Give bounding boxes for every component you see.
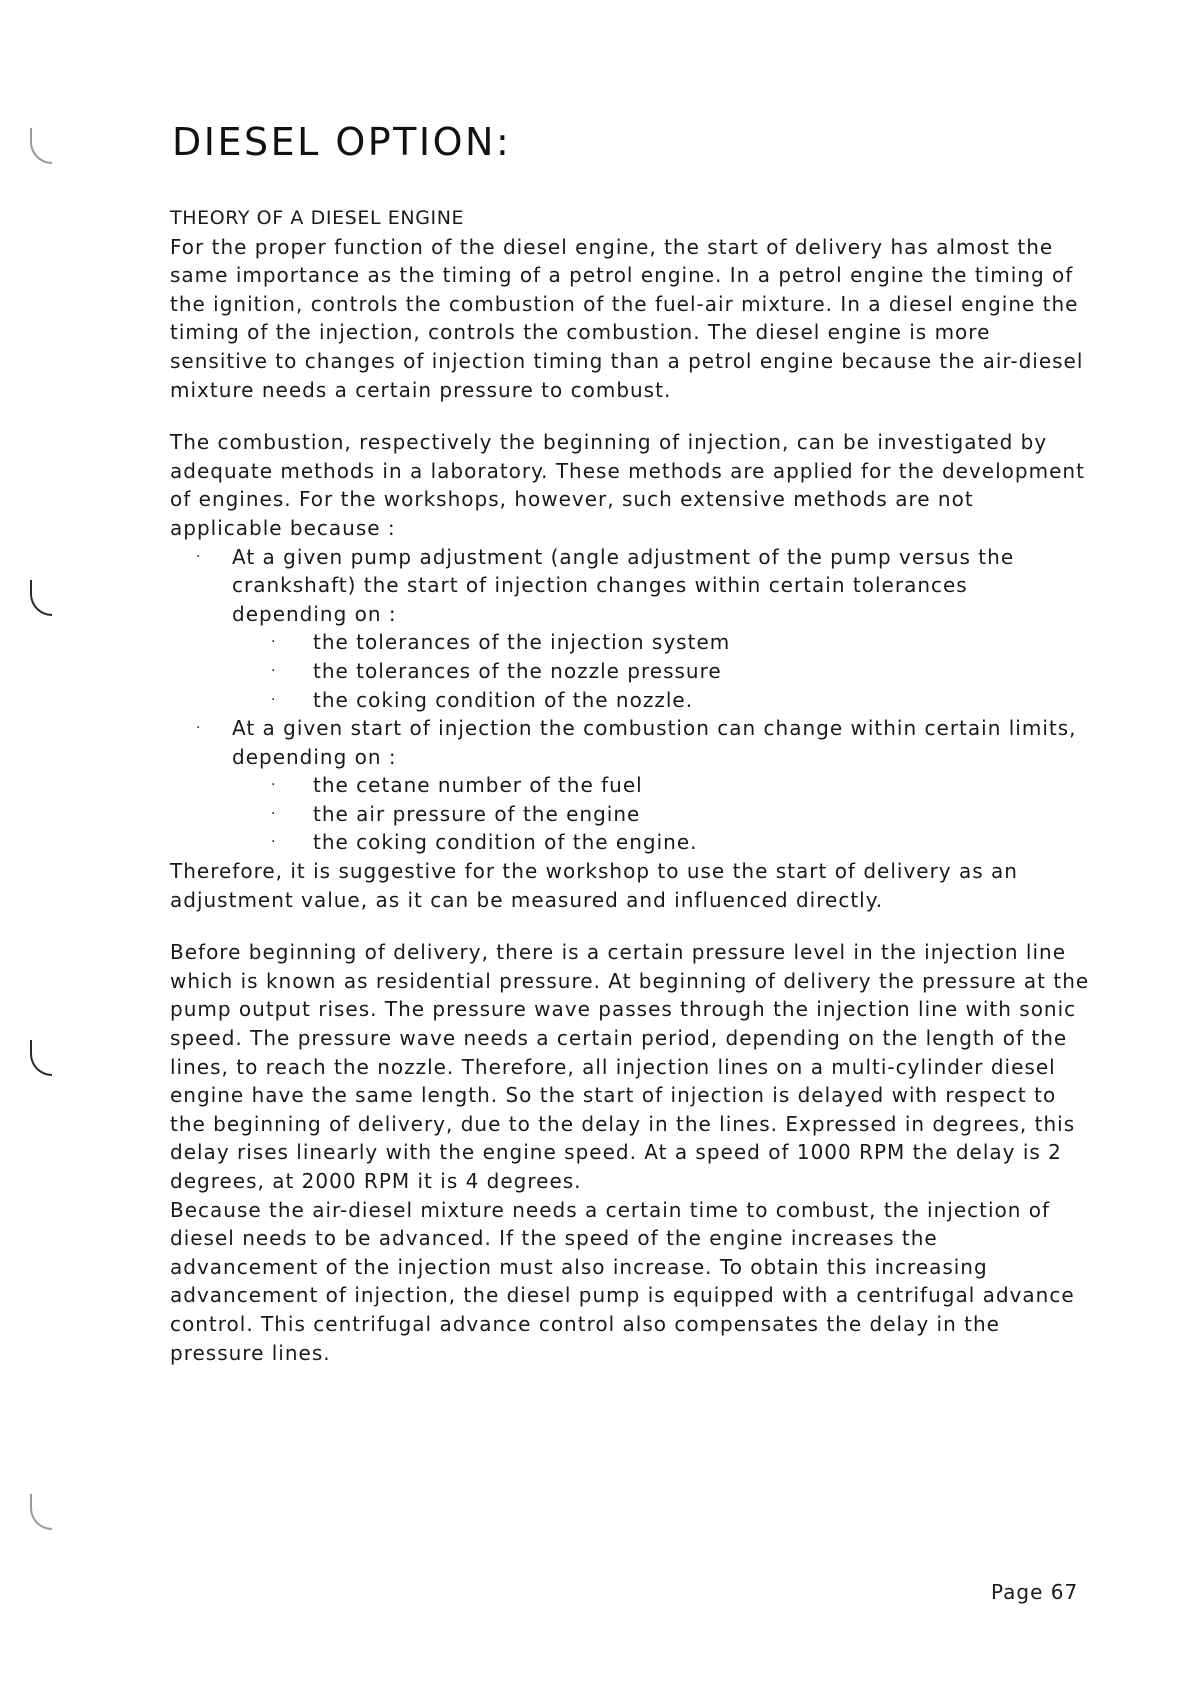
paragraph-laboratory: The combustion, respectively the beginning of injection, can be investigated by adequate methods in a laboratory. These methods are applied for the development of engines. For the workshops, however, such extensive methods are not applicable because : xyxy=(170,430,1085,540)
bullet-list xyxy=(170,543,1090,858)
sub-list-item xyxy=(271,771,1090,800)
binder-hole-mark xyxy=(30,580,52,616)
sub-list-item-text: the tolerances of the injection system xyxy=(313,630,731,655)
list-item-text: At a given start of injection the combustion can change within certain limits, depending on : xyxy=(232,716,1077,769)
document-body xyxy=(170,204,1090,1367)
sub-list-item-text: the air pressure of the engine xyxy=(313,801,641,826)
bullet-icon: · xyxy=(271,634,277,651)
sub-list-item-text: the coking condition of the engine. xyxy=(313,830,698,855)
bullet-icon: · xyxy=(271,777,277,794)
paragraph-delivery: Before beginning of delivery, there is a certain pressure level in the injection line which is known as residential pressure. At beginning of delivery the pressure at the pump output rises. The pressure wave passes through the injection line with sonic speed. The pressure wave needs a certain period, depending on the length of the lines, to reach the nozzle. Therefore, all injection lines on a multi-cylinder diesel engine have the same length. So the start of injection is delayed with respect to the beginning of delivery, due to the delay in the lines. Expressed in degrees, this delay rises linearly with the engine speed. At a speed of 1000 RPM the delay is 2 degrees, at 2000 RPM it is 4 degrees. xyxy=(170,940,1090,1193)
sub-list-item-text: the cetane number of the fuel xyxy=(313,773,643,798)
bullet-icon: · xyxy=(196,720,202,737)
sub-list-item xyxy=(271,657,1090,686)
paragraph-advance: Because the air-diesel mixture needs a certain time to combust, the injection of diesel needs to be advanced. If the speed of the engine increases the advancement of the injection must also increase. To obtain this increasing advancement of injection, the diesel pump is equipped with a centrifugal advance control. This centrifugal advance control also compensates the delay in the pressure lines. xyxy=(170,1197,1075,1365)
sub-list-item-text: the coking condition of the nozzle. xyxy=(313,687,694,712)
paragraph-intro: For the proper function of the diesel engine, the start of delivery has almost the same importance as the timing of a petrol engine. In a petrol engine the timing of the ignition, controls the combustion of the fuel-air mixture. In a diesel engine the timing of the injection, controls the combustion. The diesel engine is more sensitive to changes of injection timing than a petrol engine because the air-diesel mixture needs a certain pressure to combust. xyxy=(170,234,1084,402)
list-item-text: At a given pump adjustment (angle adjustment of the pump versus the crankshaft) the start of injection changes within certain tolerances depending on : xyxy=(232,544,1015,626)
page-title: DIESEL OPTION: xyxy=(172,120,512,164)
sub-list-item xyxy=(271,828,1090,857)
sub-list-item xyxy=(271,800,1090,829)
bullet-icon: · xyxy=(271,662,277,679)
sub-bullet-list xyxy=(232,628,1090,714)
page-number: Page 67 xyxy=(991,1580,1079,1604)
paragraph-conclusion: Therefore, it is suggestive for the workshop to use the start of delivery as an adjustment value, as it can be measured and influenced directly. xyxy=(170,859,1018,912)
sub-list-item xyxy=(271,628,1090,657)
sub-bullet-list xyxy=(232,771,1090,857)
list-item xyxy=(196,714,1090,857)
bullet-icon: · xyxy=(271,834,277,851)
binder-hole-mark xyxy=(30,128,52,164)
sub-list-item xyxy=(271,686,1090,715)
binder-hole-mark xyxy=(30,1040,52,1076)
binder-hole-mark xyxy=(30,1494,52,1530)
bullet-icon: · xyxy=(271,691,277,708)
bullet-icon: · xyxy=(271,805,277,822)
section-heading: THEORY OF A DIESEL ENGINE xyxy=(170,207,465,229)
sub-list-item-text: the tolerances of the nozzle pressure xyxy=(313,658,722,683)
bullet-icon: · xyxy=(196,548,202,565)
list-item xyxy=(196,543,1090,715)
